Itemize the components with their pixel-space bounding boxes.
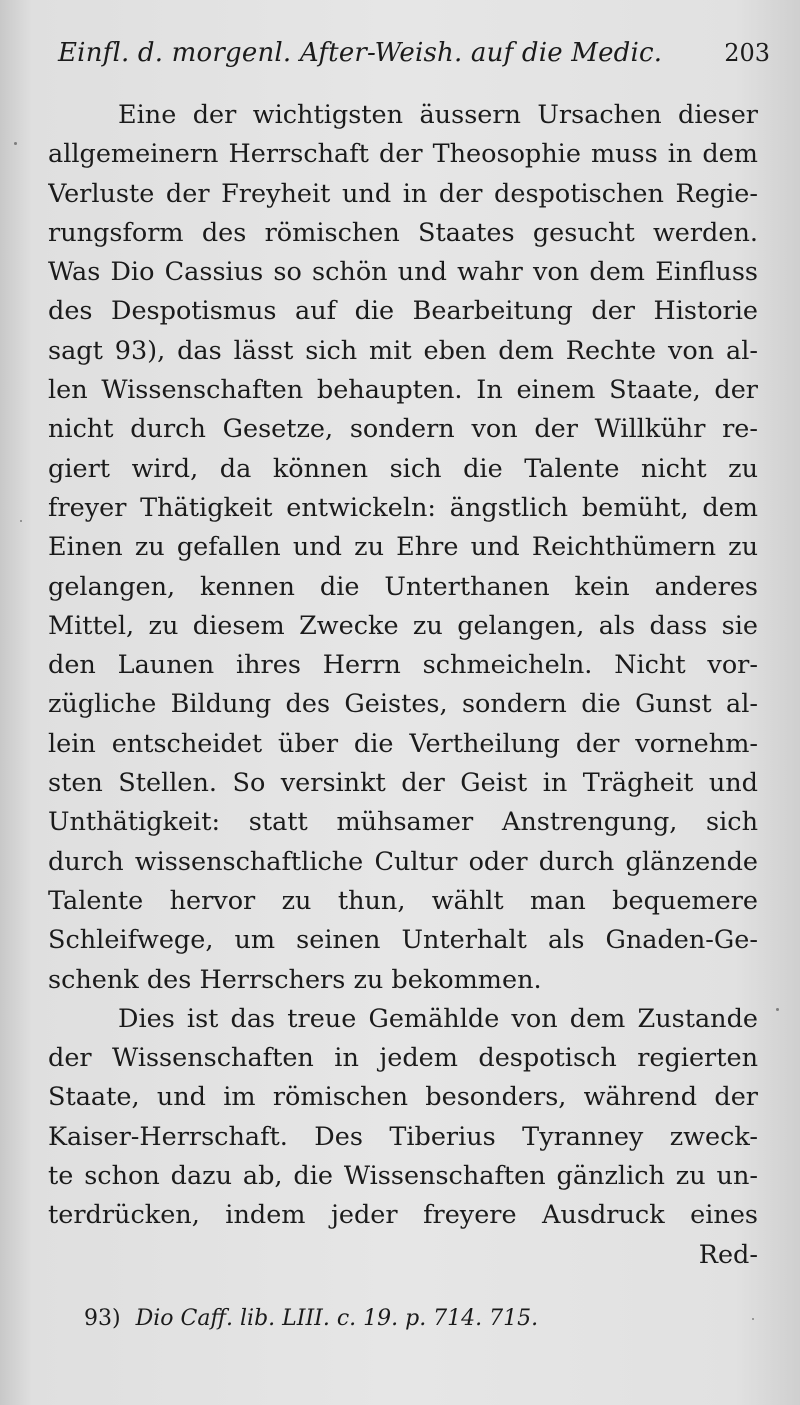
text-line: lein entscheidet über die Vertheilung der vornehm- [48,728,758,759]
text-line: den Launen ihres Herrn schmeicheln. Nicht vor- [48,650,758,681]
text-line: Mittel, zu diesem Zwecke zu gelangen, als dass sie [48,610,758,641]
page-header [58,38,770,78]
text-line: durch wissenschaftliche Cultur oder durch glänzende [48,846,758,877]
text-line: Eine der wichtigsten äussern Ursachen dieser [118,100,758,130]
text-line: len Wissenschaften behaupten. In einem Staate, der [48,375,758,406]
text-line: Talente hervor zu thun, wählt man bequemere [48,885,758,916]
text-line: schenk des Herrschers zu bekommen. [48,964,542,995]
ink-speck [776,1008,779,1011]
text-line: Staate, und im römischen besonders, während der [48,1082,758,1113]
ink-speck [752,1318,754,1320]
text-line: Dies ist das treue Gemählde von dem Zustande [118,1003,758,1034]
body-text [48,96,758,1275]
footnote [84,1304,644,1334]
text-line: terdrücken, indem jeder freyere Ausdruck eines [48,1200,758,1231]
ink-speck [20,520,22,522]
text-line: sagt 93), das lässt sich mit eben dem Rechte von al- [48,335,758,366]
text-line: des Despotismus auf die Bearbeitung der Historie [48,296,758,327]
text-line: allgemeinern Herrschaft der Theosophie muss in dem [48,139,758,170]
ink-speck [14,142,17,145]
footnote-text: Dio Caff. lib. LIII. c. 19. p. 714. 715. [135,1306,539,1331]
text-line: Kaiser-Herrschaft. Des Tiberius Tyranney zweck- [48,1121,758,1152]
text-line: Was Dio Cassius so schön und wahr von dem Einfluss [48,257,758,288]
running-head: Einfl. d. morgenl. After-Weish. auf die Medic. [58,38,663,68]
text-line: Verluste der Freyheit und in der despotischen Regie- [48,178,758,209]
text-line: freyer Thätigkeit entwickeln: ängstlich bemüht, dem [48,492,758,523]
text-line: nicht durch Gesetze, sondern von der Willkühr re- [48,414,758,445]
text-line: der Wissenschaften in jedem despotisch regierten [48,1043,758,1074]
text-line: giert wird, da können sich die Talente nicht zu [48,453,758,484]
footnote-mark: 93) [84,1306,121,1331]
text-line: zügliche Bildung des Geistes, sondern die Gunst al- [48,689,758,720]
text-line: te schon dazu ab, die Wissenschaften gänzlich zu un- [48,1161,758,1192]
text-line: Schleifwege, um seinen Unterhalt als Gnaden-Ge- [48,925,758,956]
text-line: rungsform des römischen Staates gesucht werden. [48,217,758,248]
text-line: gelangen, kennen die Unterthanen kein anderes [48,571,758,602]
page-number: 203 [724,39,770,67]
text-line: sten Stellen. So versinkt der Geist in Trägheit und [48,768,758,799]
text-line: Unthätigkeit: statt mühsamer Anstrengung, sich [48,807,758,838]
text-line: Einen zu gefallen und zu Ehre und Reichthümern zu [48,532,758,563]
catchword: Red- [698,1239,758,1270]
